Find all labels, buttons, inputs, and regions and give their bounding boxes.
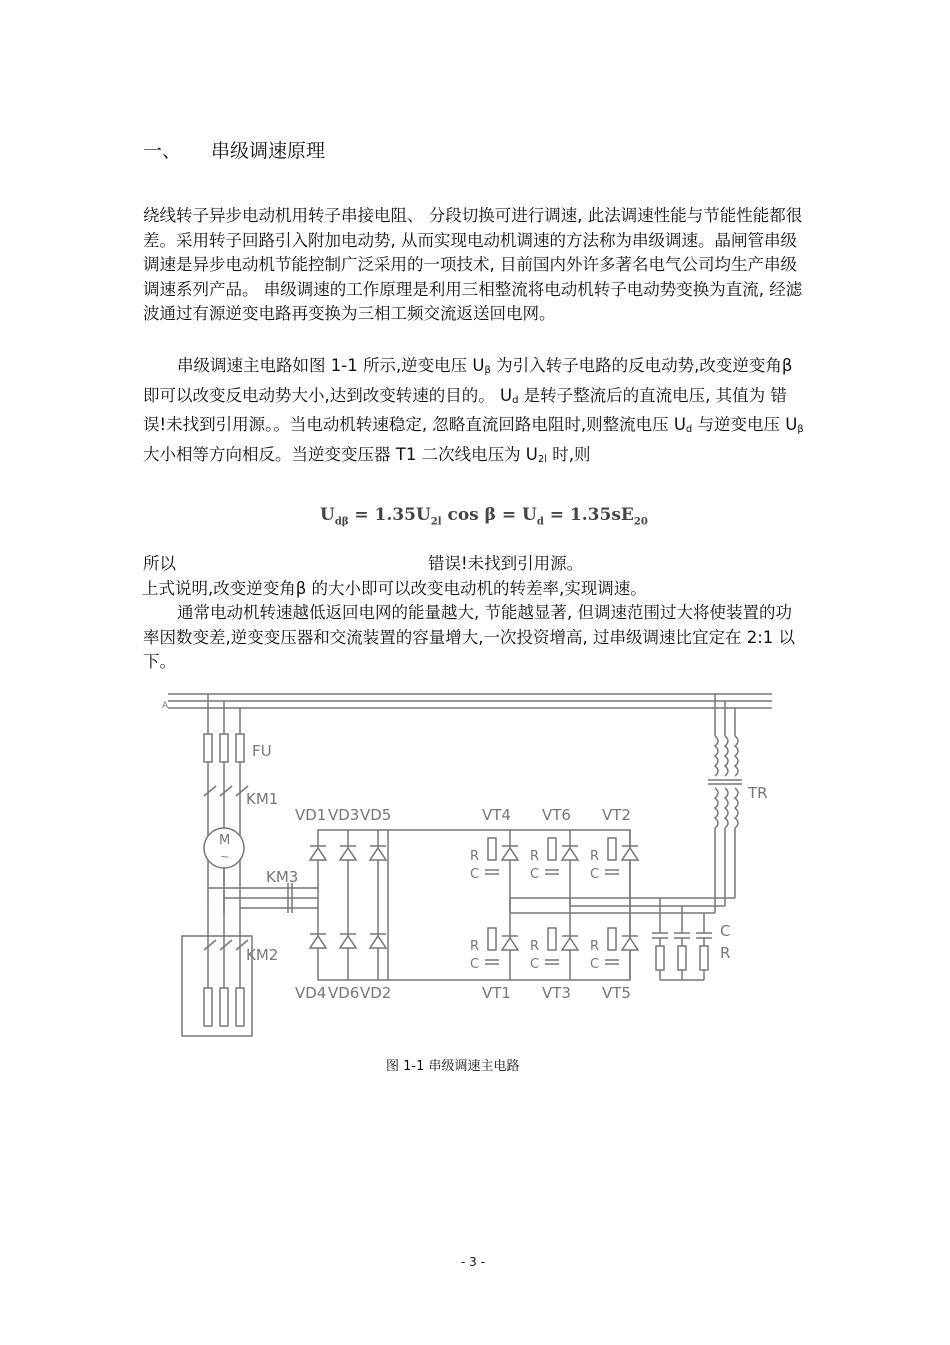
vt-label: VT4	[482, 806, 511, 824]
snubber-r-label: R	[470, 849, 480, 864]
vd-label: VD5	[360, 806, 392, 824]
vt-label: VT5	[602, 984, 631, 1002]
paragraph-principle	[143, 354, 808, 472]
figure-caption: 图 1-1 串级调速主电路	[386, 1059, 520, 1074]
resistor-label: R	[720, 944, 731, 962]
vd-label: VD4	[295, 984, 327, 1002]
snubber-c-label: C	[470, 867, 480, 882]
subscript: β	[484, 365, 491, 376]
paragraph-text: 绕线转子异步电动机用转子串接电阻、 分段切换可进行调速, 此法调速性能与节能性能都很差。采用转子回路引入附加电动势, 从而实现电动机调速的方法称为串级调速。晶闸管串级调速是异步电动机节能控制广泛采用的一项技术, 目前国内外许多著名电气公司均生产串级调速系列产品。 串级调速的工作原理是利用三相整流将电动机转子电动势变换为直流, 经滤波通过有源逆变电路再变换为三相工频交流返送回电网。	[143, 206, 803, 324]
paragraph-text: 上式说明,改变逆变角β 的大小即可以改变电动机的转差率,实现调速。	[142, 578, 647, 598]
section-title: 串级调速原理	[211, 140, 326, 162]
text-run: 时,则	[547, 444, 591, 464]
formula-part: = 1.35sE	[543, 505, 634, 525]
formula-part: = 1.35U	[348, 505, 431, 525]
vd-label: VD1	[295, 806, 327, 824]
circuit-diagram	[160, 688, 780, 1043]
snubber-c-label: C	[470, 957, 480, 972]
text-run: 串级调速主电路如图 1-1 所示,逆变电压 U	[177, 356, 485, 375]
formula-part: U	[320, 505, 335, 525]
motor-label: M	[219, 833, 231, 848]
vd-label: VD3	[328, 806, 360, 824]
text-run: 所以	[143, 554, 176, 573]
snubber-c-label: C	[530, 867, 540, 882]
capacitor-label: C	[720, 922, 731, 940]
error-ref: 错误!未找到引用源。	[428, 554, 584, 573]
paragraph-text: 通常电动机转速越低返回电网的能量越大, 节能越显著, 但调速范围过大将使装置的功率因数变差,逆变变压器和交流装置的容量增大,一次投资增高, 过串级调速比宜定在 2:1 以下。	[143, 603, 796, 672]
formula-part: cos β = U	[441, 505, 537, 525]
paragraph-conclusion	[143, 552, 808, 675]
snubber-r-label: R	[530, 939, 540, 954]
formula-sub: 2l	[430, 516, 442, 528]
subscript: 2l	[537, 453, 548, 465]
vd-label: VD2	[360, 984, 392, 1002]
transformer-label: TR	[748, 784, 768, 802]
formula-sub: dβ	[334, 516, 349, 528]
snubber-r-label: R	[530, 849, 540, 864]
snubber-r-label: R	[470, 939, 480, 954]
section-heading	[143, 136, 325, 163]
text-run: 与逆变电压 U	[692, 415, 798, 435]
paragraph-text	[143, 552, 808, 577]
km1-label: KM1	[246, 790, 279, 808]
paragraph-text	[143, 354, 808, 472]
line-mark: A	[162, 701, 169, 711]
vd-label: VD6	[328, 984, 360, 1002]
vt-label: VT2	[602, 806, 631, 824]
subscript: β	[797, 424, 804, 436]
formula-sub: d	[536, 516, 544, 528]
section-number: 一、	[143, 140, 182, 162]
text-run: 大小相等方向相反。当逆变变压器 T1 二次线电压为 U	[143, 444, 538, 464]
snubber-c-label: C	[590, 867, 600, 882]
snubber-r-label: R	[590, 849, 600, 864]
snubber-r-label: R	[590, 939, 600, 954]
formula-sub: 20	[633, 516, 648, 528]
snubber-c-label: C	[590, 957, 600, 972]
subscript: d	[685, 424, 693, 436]
snubber-c-label: C	[530, 957, 540, 972]
vt-label: VT3	[542, 984, 571, 1002]
motor-symbol: ~	[220, 850, 230, 863]
fuse-label: FU	[252, 742, 272, 760]
km3-label: KM3	[266, 868, 299, 886]
km2-label: KM2	[246, 946, 279, 964]
vt-label: VT1	[482, 984, 511, 1002]
page-number: - 3 -	[461, 1255, 485, 1269]
formula	[320, 505, 648, 527]
subscript: d	[512, 394, 519, 406]
text-run: 是转子整流后的直流电压, 其值为 错误!未找到引用源。。当电动机转速稳定, 忽略直流回路电阻时,则整流电压 U	[143, 385, 787, 435]
vt-label: VT6	[542, 806, 571, 824]
paragraph-intro	[143, 204, 808, 327]
text-run: 为引入转子电路的反电动势,改变逆变角β 即可以改变反电动势大小,达到改变转速的目的。 U	[143, 356, 793, 405]
